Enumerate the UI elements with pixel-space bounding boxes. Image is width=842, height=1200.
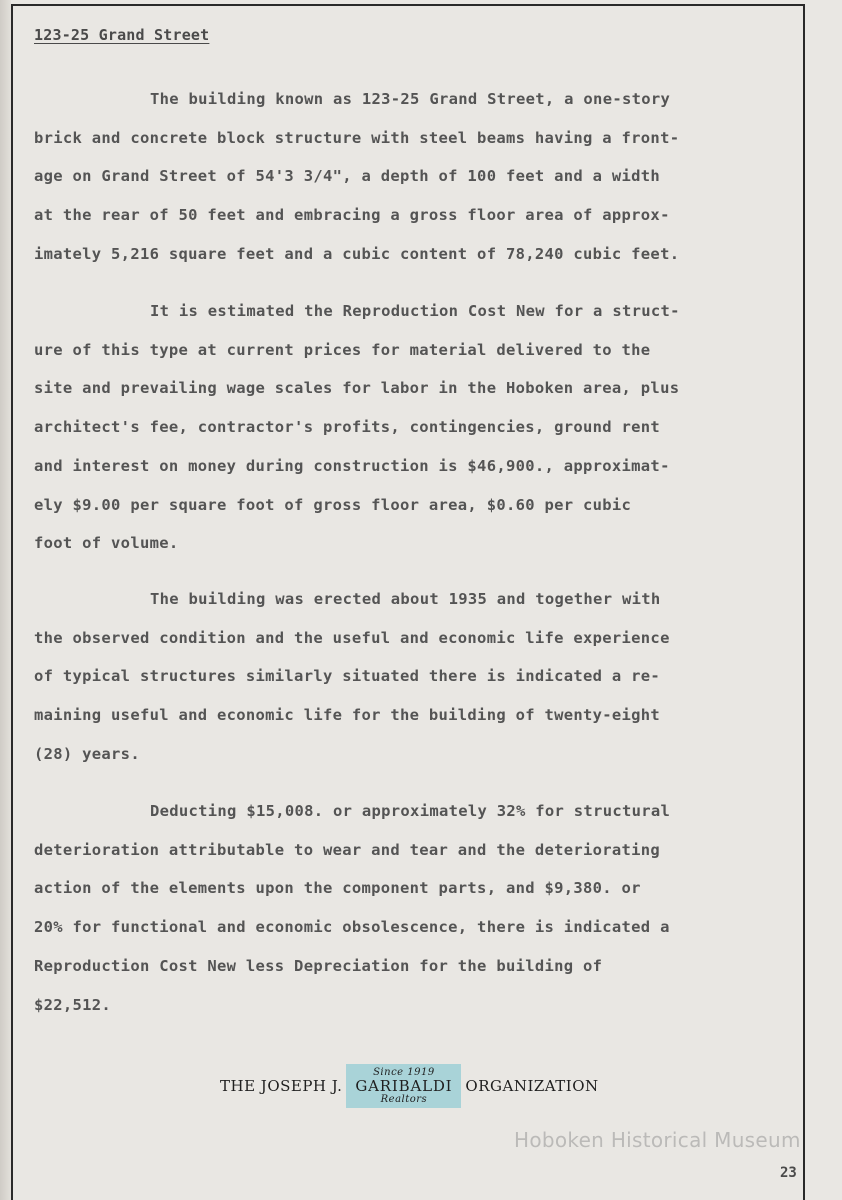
paragraph-line: It is estimated the Reproduction Cost New for a struct- [150,302,680,320]
paragraph-line: architect's fee, contractor's profits, contingencies, ground rent [34,418,661,437]
paragraph-line: (28) years. [34,744,140,763]
paragraph-line: brick and concrete block structure with steel beams having a front- [34,128,680,147]
paragraph-line: The building was erected about 1935 and together with [150,590,661,608]
paragraph-line: imately 5,216 square feet and a cubic content of 78,240 cubic feet. [34,244,680,263]
museum-watermark: Hoboken Historical Museum [514,1128,801,1152]
paragraph-line: at the rear of 50 feet and embracing a gross floor area of approx- [34,206,670,225]
paragraph-line: site and prevailing wage scales for labor in the Hoboken area, plus [34,379,680,398]
paragraph-line: The building known as 123-25 Grand Street, a one-story [150,90,671,108]
paragraph-building-description [34,80,800,274]
paragraph-line: of typical structures similarly situated there is indicated a re- [34,667,661,686]
paragraph-line: Reproduction Cost New less Depreciation for the building of [34,956,603,975]
page-number: 23 [780,1165,797,1181]
garibaldi-logo [346,1064,461,1108]
paragraph-line: $22,512. [34,995,112,1014]
paragraph-line: age on Grand Street of 54'3 3/4", a depth of 100 feet and a width [34,167,661,186]
footer-left-text: THE JOSEPH J. [220,1077,343,1095]
paragraph-line: Deducting $15,008. or approximately 32% for structural [150,802,671,820]
paragraph-line: ure of this type at current prices for material delivered to the [34,340,651,359]
paragraph-depreciation [34,792,800,1024]
page-binding-edge [0,0,11,1200]
organization-footer [220,1064,600,1108]
logo-since-text: Since 1919 [373,1067,435,1078]
paragraph-line: 20% for functional and economic obsolescence, there is indicated a [34,918,670,937]
paragraph-reproduction-cost [34,292,800,563]
paragraph-line: and interest on money during construction is $46,900., approximat- [34,456,670,475]
paragraph-line: action of the elements upon the component parts, and $9,380. or [34,879,641,898]
logo-realtors-text: Realtors [380,1094,428,1105]
section-heading: 123-25 Grand Street [34,26,210,44]
paragraph-economic-life [34,580,800,774]
footer-right-text: ORGANIZATION [465,1077,599,1095]
logo-name-text: GARIBALDI [355,1077,453,1095]
paragraph-line: ely $9.00 per square foot of gross floor area, $0.60 per cubic [34,495,632,514]
paragraph-line: the observed condition and the useful and economic life experience [34,628,670,647]
paragraph-line: maining useful and economic life for the building of twenty-eight [34,706,661,725]
paragraph-line: foot of volume. [34,534,179,553]
paragraph-line: deterioration attributable to wear and tear and the deteriorating [34,840,661,859]
